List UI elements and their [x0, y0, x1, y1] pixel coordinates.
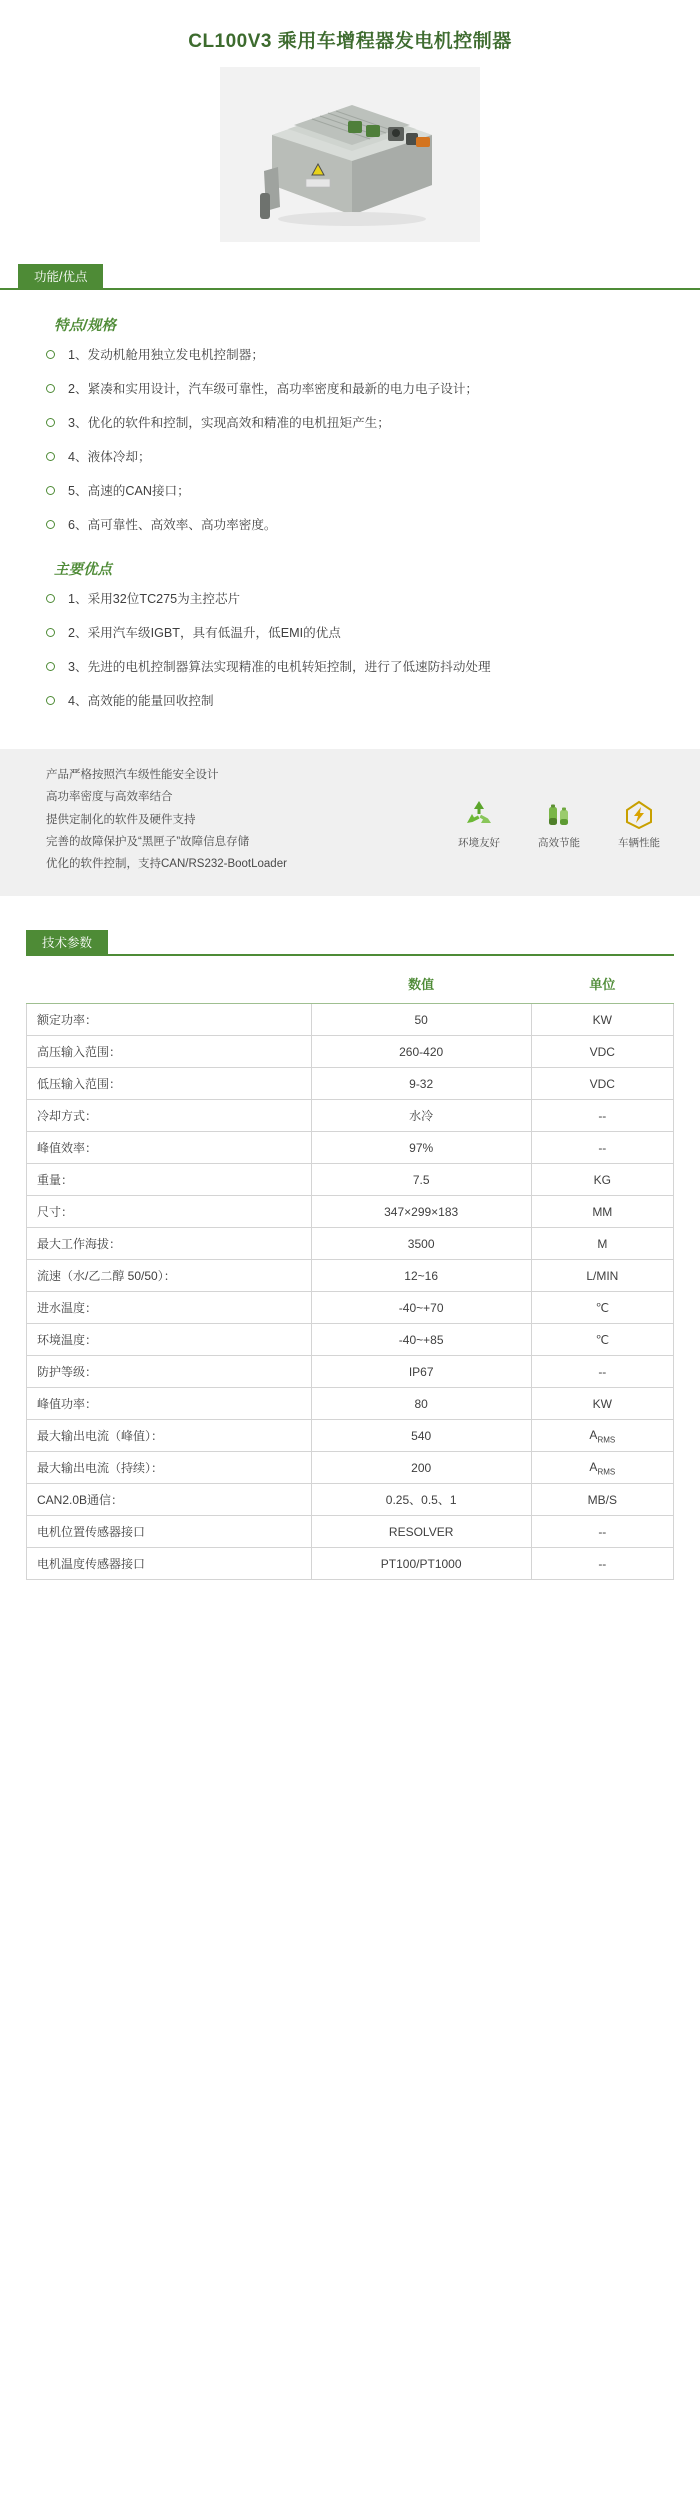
- cell-value: 50: [311, 1004, 531, 1036]
- list-item-text: 3、先进的电机控制器算法实现精准的电机转矩控制，进行了低速防抖动处理: [68, 660, 491, 674]
- highlight-icon-caption: 高效节能: [538, 836, 580, 849]
- list-item: [46, 381, 672, 398]
- highlight-icon-caption: 车辆性能: [618, 836, 660, 849]
- table-row: [27, 1324, 674, 1356]
- table-row: [27, 1132, 674, 1164]
- circle-bullet-icon: [46, 662, 55, 671]
- highlight-line: 优化的软件控制，支持CAN/RS232-BootLoader: [46, 858, 287, 870]
- list-item: [46, 659, 672, 676]
- lightning-icon: [610, 796, 668, 830]
- unit-subscript: RMS: [597, 1434, 616, 1444]
- section-rule: [0, 288, 700, 290]
- cell-value: 12~16: [311, 1260, 531, 1292]
- section-label-features: 功能/优点: [18, 264, 103, 290]
- cell-label: 重量：: [27, 1164, 312, 1196]
- table-row: [27, 1196, 674, 1228]
- features-group1-title: 特点/规格: [54, 318, 117, 334]
- cell-unit: --: [531, 1516, 673, 1548]
- cell-value: 540: [311, 1420, 531, 1452]
- cell-value: 7.5: [311, 1164, 531, 1196]
- table-row: [27, 1452, 674, 1484]
- unit-subscript: RMS: [597, 1466, 616, 1476]
- cell-label: 峰值功率：: [27, 1388, 312, 1420]
- list-item: [46, 517, 672, 534]
- highlight-icon-row: [450, 796, 674, 850]
- cell-unit: $A_{RMS}$: [531, 1452, 673, 1484]
- product-image: [220, 67, 480, 242]
- list-item-text: 3、优化的软件和控制，实现高效和精准的电机扭矩产生；: [68, 416, 390, 430]
- circle-bullet-icon: [46, 594, 55, 603]
- cell-unit: --: [531, 1548, 673, 1580]
- battery-icon: [530, 796, 588, 830]
- features-group2-title: 主要优点: [54, 562, 112, 578]
- cell-label: 峰值效率：: [27, 1132, 312, 1164]
- cell-label: 尺寸：: [27, 1196, 312, 1228]
- specs-block: [0, 896, 700, 1580]
- cell-unit: $A_{RMS}$: [531, 1420, 673, 1452]
- highlight-line: 提供定制化的软件及硬件支持: [46, 813, 196, 826]
- table-row: [27, 1100, 674, 1132]
- cell-label: CAN2.0B通信：: [27, 1484, 312, 1516]
- cell-unit: KW: [531, 1388, 673, 1420]
- column-header-name: [27, 966, 312, 1004]
- highlight-strip: [0, 749, 700, 896]
- cell-value: 200: [311, 1452, 531, 1484]
- list-item: [46, 347, 672, 364]
- table-header-row: [27, 966, 674, 1004]
- circle-bullet-icon: [46, 696, 55, 705]
- table-row: [27, 1484, 674, 1516]
- section-header-features: [0, 264, 700, 290]
- table-row: [27, 1388, 674, 1420]
- cell-unit: M: [531, 1228, 673, 1260]
- list-item: [46, 625, 672, 642]
- cell-label: 电机温度传感器接口: [27, 1548, 312, 1580]
- table-row: [27, 1004, 674, 1036]
- cell-value: RESOLVER: [311, 1516, 531, 1548]
- cell-unit: --: [531, 1100, 673, 1132]
- table-row: [27, 1292, 674, 1324]
- list-item-text: 5、高速的CAN接口；: [68, 484, 190, 498]
- cell-label: 最大工作海拔：: [27, 1228, 312, 1260]
- cell-value: -40~+85: [311, 1324, 531, 1356]
- cell-unit: MB/S: [531, 1484, 673, 1516]
- cell-value: IP67: [311, 1356, 531, 1388]
- circle-bullet-icon: [46, 486, 55, 495]
- list-item-text: 4、液体冷却；: [68, 450, 151, 464]
- cell-value: PT100/PT1000: [311, 1548, 531, 1580]
- highlight-icon-performance: [610, 796, 668, 850]
- cell-unit: VDC: [531, 1068, 673, 1100]
- column-header-value: 数值: [311, 966, 531, 1004]
- table-row: [27, 1260, 674, 1292]
- cell-unit: VDC: [531, 1036, 673, 1068]
- cell-value: 80: [311, 1388, 531, 1420]
- cell-label: 最大输出电流（持续）：: [27, 1452, 312, 1484]
- highlight-text-block: [46, 767, 287, 878]
- highlight-icon-energy: [530, 796, 588, 850]
- cell-label: 低压输入范围：: [27, 1068, 312, 1100]
- cell-value: 260-420: [311, 1036, 531, 1068]
- circle-bullet-icon: [46, 384, 55, 393]
- cell-label: 高压输入范围：: [27, 1036, 312, 1068]
- table-row: [27, 1356, 674, 1388]
- cell-unit: ℃: [531, 1324, 673, 1356]
- table-row: [27, 1164, 674, 1196]
- cell-unit: KW: [531, 1004, 673, 1036]
- recycle-icon: [450, 796, 508, 830]
- cell-label: 冷却方式：: [27, 1100, 312, 1132]
- cell-value: 3500: [311, 1228, 531, 1260]
- cell-unit: MM: [531, 1196, 673, 1228]
- cell-value: 0.25、0.5、1: [311, 1484, 531, 1516]
- highlight-line: 产品严格按照汽车级性能安全设计: [46, 769, 219, 781]
- cell-label: 防护等级：: [27, 1356, 312, 1388]
- table-row: [27, 1068, 674, 1100]
- table-row: [27, 1548, 674, 1580]
- list-item: [46, 415, 672, 432]
- list-item: [46, 483, 672, 500]
- cell-unit: ℃: [531, 1292, 673, 1324]
- spec-table: [26, 966, 674, 1580]
- circle-bullet-icon: [46, 350, 55, 359]
- circle-bullet-icon: [46, 452, 55, 461]
- cell-unit: KG: [531, 1164, 673, 1196]
- cell-value: 水冷: [311, 1100, 531, 1132]
- table-row: [27, 1516, 674, 1548]
- list-item: [46, 693, 672, 710]
- section-label-specs: 技术参数: [26, 930, 108, 956]
- list-item-text: 1、发动机舱用独立发电机控制器；: [68, 348, 264, 362]
- table-row: [27, 1420, 674, 1452]
- list-item: [46, 449, 672, 466]
- circle-bullet-icon: [46, 418, 55, 427]
- cell-label: 电机位置传感器接口: [27, 1516, 312, 1548]
- features-block: [0, 290, 700, 737]
- table-row: [27, 1036, 674, 1068]
- circle-bullet-icon: [46, 520, 55, 529]
- section-rule: [26, 954, 674, 956]
- controller-illustration: [220, 67, 480, 242]
- features-group1-list: [46, 347, 672, 534]
- table-row: [27, 1228, 674, 1260]
- highlight-line: 完善的故障保护及“黑匣子”故障信息存储: [46, 835, 250, 848]
- cell-label: 进水温度：: [27, 1292, 312, 1324]
- cell-unit: L/MIN: [531, 1260, 673, 1292]
- column-header-unit: 单位: [531, 966, 673, 1004]
- cell-value: 97%: [311, 1132, 531, 1164]
- page-title: CL100V3 乘用车增程器发电机控制器: [188, 31, 512, 52]
- cell-label: 额定功率：: [27, 1004, 312, 1036]
- highlight-icon-eco: [450, 796, 508, 850]
- cell-label: 环境温度：: [27, 1324, 312, 1356]
- cell-unit: --: [531, 1356, 673, 1388]
- cell-unit: --: [531, 1132, 673, 1164]
- cell-value: 347×299×183: [311, 1196, 531, 1228]
- features-group2-list: [46, 591, 672, 710]
- list-item-text: 4、高效能的能量回收控制: [68, 694, 214, 708]
- highlight-line: 高功率密度与高效率结合: [46, 791, 173, 804]
- circle-bullet-icon: [46, 628, 55, 637]
- list-item-text: 2、紧凑和实用设计，汽车级可靠性，高功率密度和最新的电力电子设计；: [68, 382, 479, 396]
- section-header-specs: [26, 930, 674, 956]
- cell-label: 最大输出电流（峰值）：: [27, 1420, 312, 1452]
- highlight-icon-caption: 环境友好: [458, 836, 500, 849]
- list-item: [46, 591, 672, 608]
- list-item-text: 6、高可靠性、高效率、高功率密度。: [68, 518, 277, 532]
- cell-value: -40~+70: [311, 1292, 531, 1324]
- cell-label: 流速（水/乙二醇 50/50）：: [27, 1260, 312, 1292]
- list-item-text: 2、采用汽车级IGBT，具有低温升，低EMI的优点: [68, 626, 341, 640]
- cell-value: 9-32: [311, 1068, 531, 1100]
- list-item-text: 1、采用32位TC275为主控芯片: [68, 592, 241, 606]
